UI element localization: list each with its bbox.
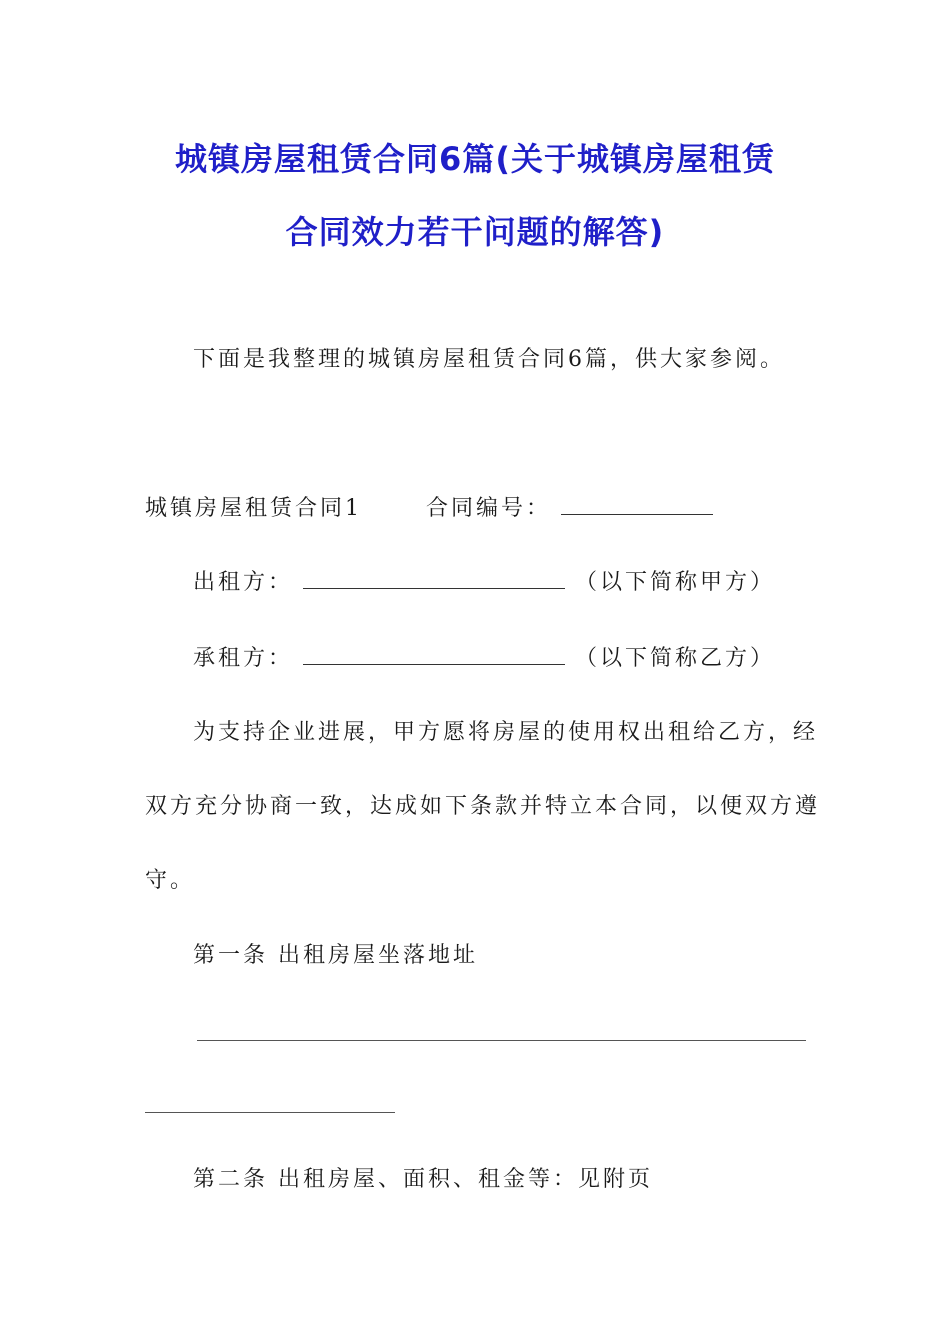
- intro-text: 下面是我整理的城镇房屋租赁合同6篇，供大家参阅。: [193, 347, 785, 372]
- lessee-label: 承租方：: [193, 646, 294, 671]
- lessor-label: 出租方：: [193, 570, 294, 595]
- address-blank-line-1: [197, 1040, 806, 1041]
- lessee-suffix: （以下简称乙方）: [575, 646, 776, 671]
- address-blank-line-2: [145, 1112, 395, 1113]
- paragraph-1-line-3: 守。: [145, 868, 196, 893]
- lessee-blank: [303, 644, 565, 665]
- lessor-suffix: （以下简称甲方）: [575, 570, 776, 595]
- paragraph-1-line-2: 双方充分协商一致，达成如下条款并特立本合同，以便双方遵: [145, 794, 821, 819]
- document-title-line-2: 合同效力若干问题的解答): [285, 213, 665, 251]
- contract-heading: 城镇房屋租赁合同1: [145, 496, 362, 521]
- contract-heading-row: [145, 494, 713, 524]
- document-title-line-1: 城镇房屋租赁合同6篇(关于城镇房屋租赁: [175, 140, 775, 178]
- paragraph-1-line-1: 为支持企业进展，甲方愿将房屋的使用权出租给乙方，经: [193, 720, 819, 745]
- article-2-heading: 第二条 出租房屋、面积、租金等：见附页: [193, 1167, 653, 1192]
- contract-number-label: 合同编号：: [426, 496, 552, 521]
- lessor-blank: [303, 568, 565, 589]
- lessee-row: [193, 644, 775, 674]
- article-1-heading: 第一条 出租房屋坐落地址: [193, 943, 478, 968]
- contract-number-blank: [561, 494, 713, 515]
- lessor-row: [193, 568, 775, 598]
